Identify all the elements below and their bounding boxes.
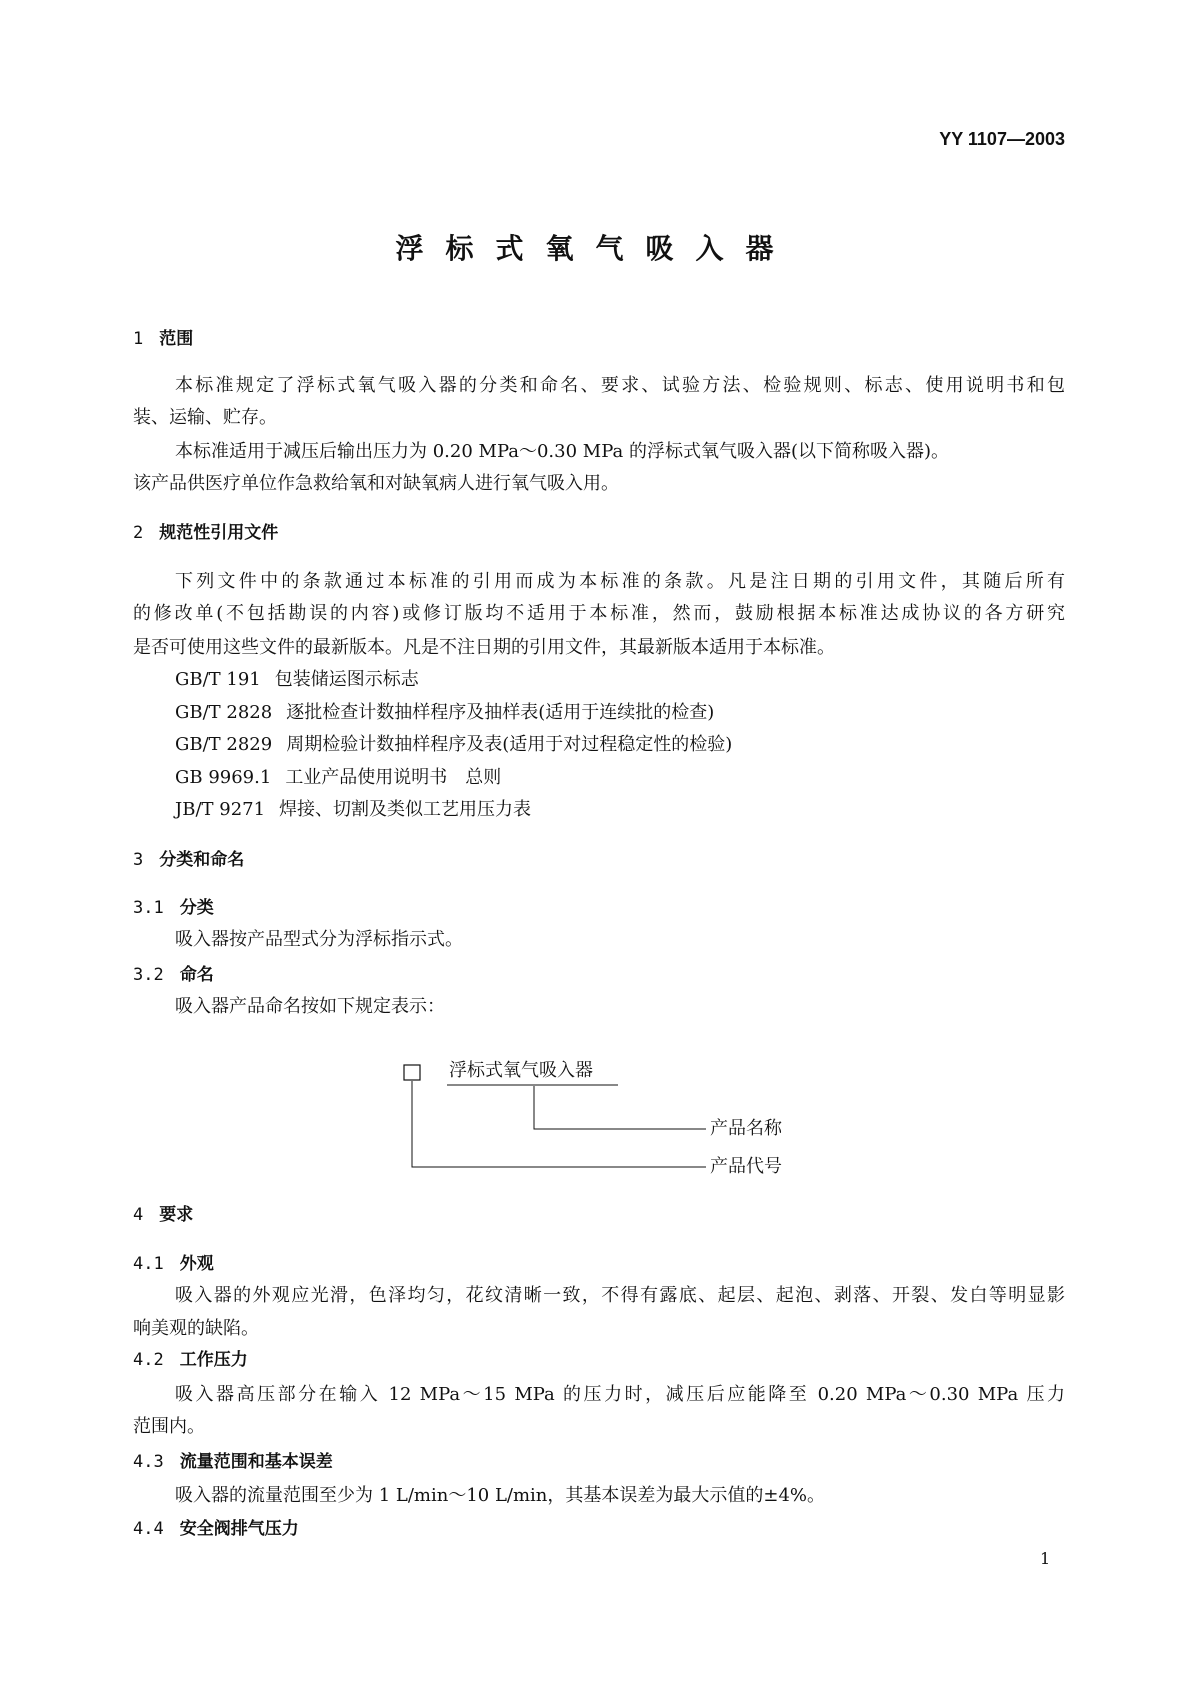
section-number: 3.1 — [133, 898, 164, 918]
diagram-product-text: 浮标式氧气吸入器 — [449, 1060, 593, 1081]
reference-title: 包装储运图示标志 — [274, 669, 419, 690]
reference-title: 焊接、切割及类似工艺用压力表 — [279, 799, 532, 820]
reference-code: GB/T 2829 — [175, 734, 273, 755]
section-3-heading — [133, 848, 244, 872]
document-title: 浮标式氧气吸入器 — [395, 232, 796, 265]
paragraph-line: 下列文件中的条款通过本标准的引用而成为本标准的条款。凡是注日期的引用文件，其随后所有 — [175, 571, 1065, 592]
section-title: 范围 — [159, 329, 194, 349]
section-4-3-heading — [133, 1450, 333, 1474]
reference-item — [175, 668, 1065, 692]
reference-item — [175, 733, 1065, 757]
paragraph-line: 该产品供医疗单位作急救给氧和对缺氧病人进行氧气吸入用。 — [133, 473, 619, 494]
diagram-code-label: 产品代号 — [710, 1156, 782, 1177]
section-title: 分类 — [179, 898, 214, 918]
section-number: 4.4 — [133, 1519, 164, 1539]
section-4-2-heading — [133, 1348, 248, 1372]
section-4-heading — [133, 1203, 193, 1227]
section-title: 工作压力 — [179, 1350, 248, 1370]
reference-title: 工业产品使用说明书 总则 — [285, 767, 502, 788]
product-code-box — [404, 1065, 420, 1080]
section-4-4-heading — [133, 1517, 299, 1541]
section-2-heading — [133, 521, 278, 545]
document-code: YY 1107—2003 — [939, 129, 1065, 149]
diagram-name-label: 产品名称 — [710, 1118, 782, 1139]
paragraph-line: 吸入器高压部分在输入 12 MPa～15 MPa 的压力时，减压后应能降至 0.20 MPa～0.30 MPa 压力 — [175, 1384, 1065, 1405]
section-title: 流量范围和基本误差 — [179, 1452, 333, 1472]
section-4-1-heading — [133, 1252, 214, 1276]
reference-title: 周期检验计数抽样程序及表(适用于对过程稳定性的检验) — [286, 734, 733, 755]
section-number: 4 — [133, 1205, 144, 1225]
paragraph-line: 吸入器按产品型式分为浮标指示式。 — [175, 929, 463, 950]
paragraph-line: 吸入器产品命名按如下规定表示： — [175, 996, 445, 1017]
section-title: 分类和命名 — [159, 850, 245, 870]
section-title: 规范性引用文件 — [159, 523, 279, 543]
reference-code: GB/T 2828 — [175, 702, 273, 723]
page-number: 1 — [1040, 1549, 1051, 1568]
section-title: 要求 — [159, 1205, 194, 1225]
section-1-heading — [133, 327, 193, 351]
reference-code: GB/T 191 — [175, 669, 261, 690]
section-title: 安全阀排气压力 — [179, 1519, 299, 1539]
section-number: 4.1 — [133, 1254, 164, 1274]
paragraph-line: 范围内。 — [133, 1416, 205, 1437]
paragraph-line: 的修改单(不包括勘误的内容)或修订版均不适用于本标准，然而，鼓励根据本标准达成协议的各方研究 — [133, 603, 1065, 624]
paragraph-line: 装、运输、贮存。 — [133, 407, 277, 428]
section-number: 3.2 — [133, 965, 164, 985]
product-name-leader — [534, 1086, 706, 1129]
section-title: 命名 — [179, 965, 214, 985]
paragraph-line: 吸入器的外观应光滑，色泽均匀，花纹清晰一致，不得有露底、起层、起泡、剥落、开裂、发白等明显影 — [175, 1285, 1065, 1306]
section-number: 2 — [133, 523, 144, 543]
section-number: 4.2 — [133, 1350, 164, 1370]
section-number: 1 — [133, 329, 144, 349]
section-title: 外观 — [179, 1254, 214, 1274]
paragraph-line: 吸入器的流量范围至少为 1 L/min～10 L/min，其基本误差为最大示值的±4%。 — [175, 1485, 826, 1506]
section-3-2-heading — [133, 963, 214, 987]
product-code-leader — [412, 1081, 706, 1167]
reference-item — [175, 766, 1065, 790]
paragraph-line: 本标准适用于减压后输出压力为 0.20 MPa～0.30 MPa 的浮标式氧气吸入器(以下简称吸入器)。 — [175, 441, 950, 462]
section-number: 4.3 — [133, 1452, 164, 1472]
reference-item — [175, 798, 1065, 822]
reference-code: JB/T 9271 — [175, 799, 266, 820]
section-number: 3 — [133, 850, 144, 870]
reference-code: GB 9969.1 — [175, 767, 272, 788]
reference-title: 逐批检查计数抽样程序及抽样表(适用于连续批的检查) — [286, 702, 715, 723]
paragraph-line: 本标准规定了浮标式氧气吸入器的分类和命名、要求、试验方法、检验规则、标志、使用说明书和包 — [175, 375, 1065, 396]
paragraph-line: 是否可使用这些文件的最新版本。凡是不注日期的引用文件，其最新版本适用于本标准。 — [133, 637, 835, 658]
paragraph-line: 响美观的缺陷。 — [133, 1318, 259, 1339]
section-3-1-heading — [133, 896, 214, 920]
reference-item — [175, 701, 1065, 725]
